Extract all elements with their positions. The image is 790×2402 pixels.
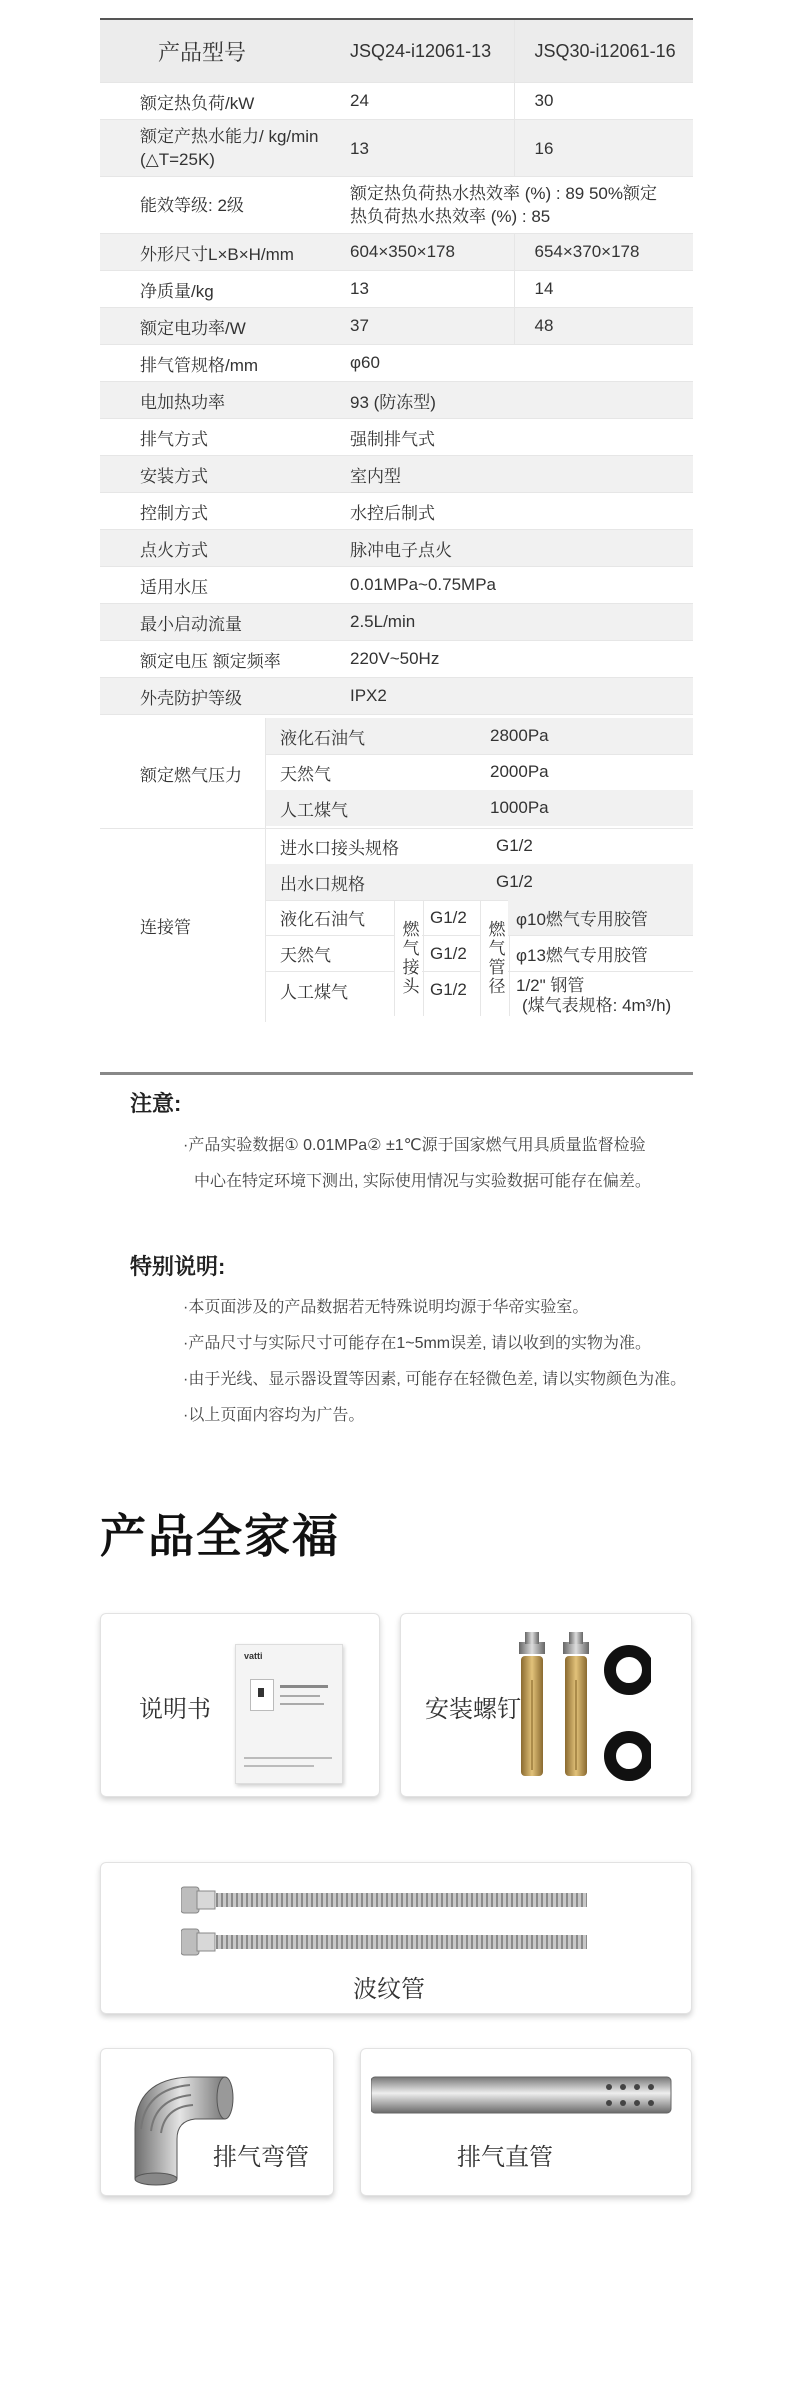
water-in-label: 进水口接头规格 [280, 838, 399, 858]
row-value-span: 220V~50Hz [330, 641, 693, 678]
gas-type: 人工煤气 [280, 982, 348, 1002]
table-row [100, 678, 693, 715]
row-label [100, 120, 330, 177]
gas-pressure-label: 额定燃气压力 [100, 718, 266, 828]
row-value-a: 604×350×178 [330, 234, 514, 271]
table-row [100, 345, 693, 382]
special-line: ·以上页面内容均为广告。 [183, 1407, 365, 1424]
gas-type: 天然气 [280, 764, 331, 784]
gas-pipe-value: φ10燃气专用胶管 [508, 900, 693, 936]
row-label: 外壳防护等级 [100, 678, 330, 715]
gas-joint-text: 燃气接头 [399, 920, 419, 996]
row-value-span: 室内型 [330, 456, 693, 493]
gas-joint-value: G1/2 [422, 936, 480, 972]
water-out-label: 出水口规格 [280, 874, 365, 894]
gas-joint-value: G1/2 [430, 980, 467, 999]
row-label: 排气方式 [100, 419, 330, 456]
table-row [100, 271, 693, 308]
row-label: 最小启动流量 [100, 604, 330, 641]
connection-block [100, 828, 693, 1022]
card-straight [360, 2048, 692, 2196]
row-value-b: 14 [514, 271, 693, 308]
row-value-span: 水控后制式 [330, 493, 693, 530]
table-row [100, 567, 693, 604]
screws-image [511, 1620, 651, 1790]
gas-pipe-value: φ13燃气专用胶管 [508, 936, 693, 972]
table-row [266, 790, 693, 826]
family-title: 产品全家福 [100, 1510, 340, 1562]
straight-pipe-image [371, 2071, 681, 2121]
row-value-a: 13 [330, 271, 514, 308]
gas-type: 液化石油气 [266, 900, 394, 936]
gas-pipe-text: 燃气管径 [485, 920, 505, 996]
table-row [100, 308, 693, 345]
row-label: 电加热功率 [100, 382, 330, 419]
row-label: 净质量/kg [100, 271, 330, 308]
table-row [100, 604, 693, 641]
card-manual [100, 1613, 380, 1797]
model-a: JSQ24-i12061-13 [330, 20, 514, 83]
row-value-span: 2.5L/min [330, 604, 693, 641]
notice-title: 注意: [130, 1091, 182, 1116]
row-value-b: 654×370×178 [514, 234, 693, 271]
manual-heater-icon [250, 1679, 274, 1711]
table-row [266, 864, 693, 901]
card-screws-label: 安装螺钉 [425, 1696, 521, 1723]
card-elbow [100, 2048, 334, 2196]
water-out-value: G1/2 [496, 872, 533, 891]
table-row [100, 456, 693, 493]
row-label: 适用水压 [100, 567, 330, 604]
card-manual-label: 说明书 [139, 1696, 211, 1723]
row-value-span: 脉冲电子点火 [330, 530, 693, 567]
card-screws [400, 1613, 692, 1797]
table-row [100, 419, 693, 456]
manual-brand-logo: vatti [244, 1651, 263, 1661]
card-elbow-label: 排气弯管 [213, 2144, 309, 2171]
hose-image [181, 1877, 621, 1967]
table-row [100, 83, 693, 120]
row-value-b: 16 [514, 120, 693, 177]
table-row [266, 754, 693, 791]
gas-pressure-value: 2000Pa [490, 762, 549, 781]
row-label: 排气管规格/mm [100, 345, 330, 382]
special-title: 特别说明: [130, 1254, 226, 1279]
gas-pipe-line2: (煤气表规格: 4m³/h) [522, 996, 672, 1015]
row-value-b: 48 [514, 308, 693, 345]
spec-table [100, 20, 693, 715]
row-label: 额定电压 额定频率 [100, 641, 330, 678]
table-row [100, 234, 693, 271]
row-value-b: 30 [514, 83, 693, 120]
row-label: 额定电功率/W [100, 308, 330, 345]
gas-pipe-label [480, 900, 510, 1016]
spec-header-row [100, 20, 693, 83]
special-line: ·产品尺寸与实际尺寸可能存在1~5mm误差, 请以收到的实物为准。 [183, 1335, 652, 1352]
gas-joint-label [394, 900, 424, 1016]
gas-type: 天然气 [266, 936, 394, 972]
gas-pipe-value [508, 972, 693, 1020]
row-value-span: 93 (防冻型) [330, 382, 693, 419]
gas-type: 人工煤气 [280, 800, 348, 820]
gas-pressure-value: 2800Pa [490, 726, 549, 745]
row-value-span: IPX2 [330, 678, 693, 715]
connection-label: 连接管 [100, 828, 266, 1022]
special-line: ·本页面涉及的产品数据若无特殊说明均源于华帝实验室。 [183, 1299, 589, 1316]
row-label: 点火方式 [100, 530, 330, 567]
table-row [266, 828, 693, 865]
row-value-a: 37 [330, 308, 514, 345]
row-value-span: 强制排气式 [330, 419, 693, 456]
card-hose [100, 1862, 692, 2014]
row-value-a: 24 [330, 83, 514, 120]
table-row [100, 641, 693, 678]
gas-type: 液化石油气 [280, 728, 365, 748]
table-row [100, 177, 693, 234]
row-label: 能效等级: 2级 [100, 177, 330, 234]
notice-line: ·产品实验数据① 0.01MPa② ±1℃源于国家燃气用具质量监督检验 [183, 1137, 646, 1154]
row-value-span: 0.01MPa~0.75MPa [330, 567, 693, 604]
row-label: 控制方式 [100, 493, 330, 530]
water-in-value: G1/2 [496, 836, 533, 855]
gas-pressure-value: 1000Pa [490, 798, 549, 817]
row-value-a: 13 [330, 120, 514, 177]
table-row [100, 120, 693, 177]
model-header: 产品型号 [100, 20, 330, 83]
table-row [100, 382, 693, 419]
card-hose-label: 波纹管 [353, 1976, 425, 2003]
row-value-span: φ60 [330, 345, 693, 382]
table-row [100, 493, 693, 530]
manual-image [235, 1644, 343, 1784]
row-label: 外形尺寸L×B×H/mm [100, 234, 330, 271]
gas-joint-value: G1/2 [422, 900, 480, 936]
model-b: JSQ30-i12061-16 [514, 20, 693, 83]
row-value-span: 额定热负荷热水热效率 (%) : 89 50%额定热负荷热水热效率 (%) : 85 [330, 177, 693, 234]
table-row [100, 530, 693, 567]
row-label: 安装方式 [100, 456, 330, 493]
table-row [266, 718, 693, 755]
gas-pressure-block [100, 718, 693, 829]
card-straight-label: 排气直管 [457, 2144, 553, 2171]
table-bottom-rule [100, 1072, 693, 1075]
row-label-text: 额定产热水能力/ kg/min (△T=25K) [140, 127, 319, 169]
special-line: ·由于光线、显示器设置等因素, 可能存在轻微色差, 请以实物颜色为准。 [183, 1371, 687, 1388]
notice-line: 中心在特定环境下测出, 实际使用情况与实验数据可能存在偏差。 [194, 1173, 651, 1190]
row-label: 额定热负荷/kW [100, 83, 330, 120]
gas-pipe-line1: 1/2" 钢管 [516, 976, 585, 995]
